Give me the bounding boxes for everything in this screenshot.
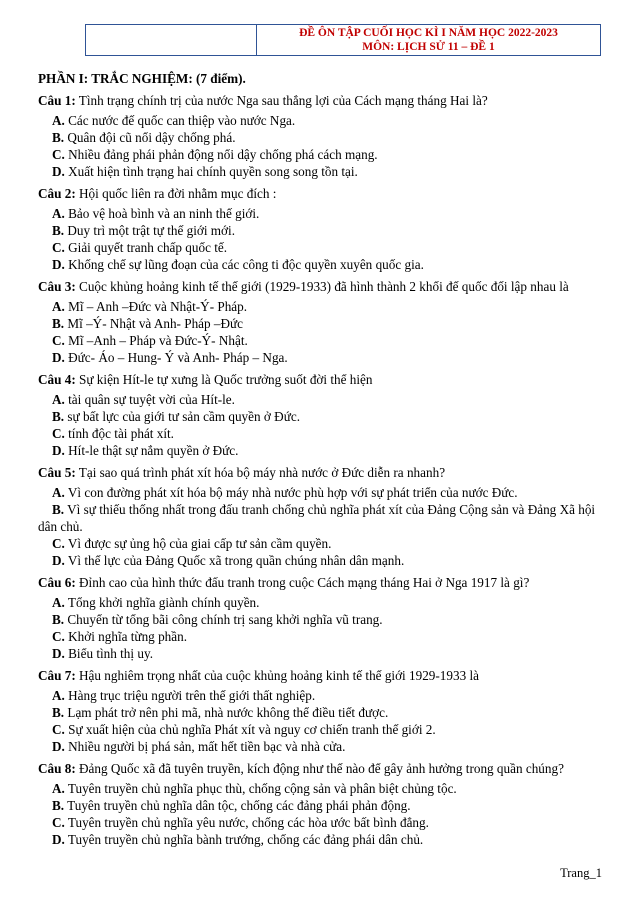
option-letter: B.: [52, 705, 65, 720]
question-text: Hội quốc liên ra đời nhằm mục đích :: [75, 186, 277, 201]
option-text: tài quân sự tuyệt vời của Hít-le.: [64, 392, 235, 407]
question-number: Câu 6:: [38, 575, 76, 590]
question-stem: [38, 667, 604, 684]
header-title-cell: [257, 25, 600, 55]
option-text: tính độc tài phát xít.: [64, 426, 174, 441]
answer-option: [38, 535, 604, 552]
option-text: Mĩ –Anh – Pháp và Đức-Ý- Nhật.: [64, 333, 248, 348]
question-text: Đỉnh cao của hình thức đấu tranh trong cuộc Cách mạng tháng Hai ở Nga 1917 là gì?: [75, 575, 530, 590]
answer-option: [38, 146, 604, 163]
answer-option: [38, 501, 604, 535]
option-letter: B.: [52, 409, 65, 424]
answer-option: [38, 645, 604, 662]
option-text: Tuyên truyền chủ nghĩa phục thù, chống cộng sản và phân biệt chủng tộc.: [64, 781, 457, 796]
option-letter: A.: [52, 688, 65, 703]
option-letter: A.: [52, 392, 65, 407]
option-letter: C.: [52, 815, 65, 830]
option-letter: C.: [52, 333, 65, 348]
option-text: Sự xuất hiện của chủ nghĩa Phát xít và nguy cơ chiến tranh thế giới 2.: [64, 722, 436, 737]
question-text: Cuộc khủng hoảng kinh tế thế giới (1929-1933) đã hình thành 2 khối đế quốc đối lập nhau là: [75, 279, 569, 294]
answer-option: [38, 239, 604, 256]
option-letter: B.: [52, 223, 65, 238]
option-text: Mĩ –Ý- Nhật và Anh- Pháp –Đức: [64, 316, 244, 331]
question-list: [38, 92, 604, 848]
question-stem: [38, 278, 604, 295]
option-letter: C.: [52, 722, 65, 737]
option-letter: C.: [52, 629, 65, 644]
answer-option: [38, 129, 604, 146]
question-text: Hậu nghiêm trọng nhất của cuộc khủng hoảng kinh tế thế giới 1929-1933 là: [75, 668, 479, 683]
question-stem: [38, 464, 604, 481]
option-text: Tổng khởi nghĩa giành chính quyền.: [64, 595, 260, 610]
question-text: Sự kiện Hít-le tự xưng là Quốc trưởng suốt đời thể hiện: [75, 372, 373, 387]
option-letter: C.: [52, 147, 65, 162]
question-stem: [38, 92, 604, 109]
question-text: Tại sao quá trình phát xít hóa bộ máy nhà nước ở Đức diễn ra nhanh?: [75, 465, 446, 480]
option-letter: A.: [52, 485, 65, 500]
question-stem: [38, 574, 604, 591]
answer-option: [38, 738, 604, 755]
option-list: [38, 391, 604, 459]
header-left-cell: [86, 25, 257, 55]
option-text: Nhiều đảng phái phản động nổi dậy chống phá cách mạng.: [64, 147, 378, 162]
question-number: Câu 5:: [38, 465, 76, 480]
answer-option: [38, 594, 604, 611]
option-text: Vì được sự ủng hộ của giai cấp tư sản cầm quyền.: [64, 536, 332, 551]
answer-option: [38, 298, 604, 315]
exam-title: ĐỀ ÔN TẬP CUỐI HỌC KÌ I NĂM HỌC 2022-2023: [299, 27, 558, 39]
option-text: Vì sự thiếu thống nhất trong đấu tranh chống chủ nghĩa phát xít của Đảng Cộng sản và Đảng Xã hội dân chủ.: [38, 502, 596, 534]
option-text: Các nước đế quốc can thiệp vào nước Nga.: [64, 113, 296, 128]
option-list: [38, 687, 604, 755]
question-number: Câu 7:: [38, 668, 76, 683]
question-number: Câu 1:: [38, 93, 76, 108]
option-text: Khởi nghĩa từng phần.: [64, 629, 187, 644]
option-text: Bảo vệ hoà bình và an ninh thế giới.: [64, 206, 260, 221]
option-text: Đức- Áo – Hung- Ý và Anh- Pháp – Nga.: [64, 350, 288, 365]
answer-option: [38, 205, 604, 222]
option-letter: D.: [52, 832, 65, 847]
option-text: Biểu tình thị uy.: [64, 646, 153, 661]
answer-option: [38, 704, 604, 721]
option-letter: C.: [52, 536, 65, 551]
option-letter: D.: [52, 739, 65, 754]
option-list: [38, 112, 604, 180]
option-text: sự bất lực của giới tư sản cầm quyền ở Đức.: [64, 409, 300, 424]
option-text: Giải quyết tranh chấp quốc tế.: [64, 240, 228, 255]
answer-option: [38, 425, 604, 442]
option-text: Hít-le thật sự nắm quyền ở Đức.: [64, 443, 239, 458]
option-letter: D.: [52, 164, 65, 179]
question-number: Câu 3:: [38, 279, 76, 294]
option-text: Vì thế lực của Đảng Quốc xã trong quần chúng nhân dân mạnh.: [64, 553, 405, 568]
question-text: Đảng Quốc xã đã tuyên truyền, kích động như thế nào để gây ảnh hưởng trong quần chúng?: [75, 761, 564, 776]
answer-option: [38, 408, 604, 425]
answer-option: [38, 780, 604, 797]
option-list: [38, 484, 604, 569]
option-letter: A.: [52, 113, 65, 128]
answer-option: [38, 349, 604, 366]
answer-option: [38, 611, 604, 628]
option-letter: D.: [52, 257, 65, 272]
option-letter: B.: [52, 502, 65, 517]
answer-option: [38, 797, 604, 814]
answer-option: [38, 628, 604, 645]
option-list: [38, 298, 604, 366]
exam-content: [38, 70, 604, 853]
option-text: Chuyển từ tổng bãi công chính trị sang khởi nghĩa vũ trang.: [64, 612, 383, 627]
answer-option: [38, 552, 604, 569]
question-text: Tình trạng chính trị của nước Nga sau thắng lợi của Cách mạng tháng Hai là?: [75, 93, 488, 108]
option-list: [38, 780, 604, 848]
question-number: Câu 8:: [38, 761, 76, 776]
option-letter: B.: [52, 612, 65, 627]
question-stem: [38, 185, 604, 202]
option-letter: C.: [52, 240, 65, 255]
question-number: Câu 4:: [38, 372, 76, 387]
option-letter: D.: [52, 443, 65, 458]
option-text: Tuyên truyền chủ nghĩa bành trướng, chống các đảng phái dân chủ.: [64, 832, 424, 847]
answer-option: [38, 814, 604, 831]
question-stem: [38, 371, 604, 388]
option-text: Lạm phát trở nên phi mã, nhà nước không thể điều tiết được.: [64, 705, 389, 720]
option-letter: A.: [52, 206, 65, 221]
option-letter: B.: [52, 130, 65, 145]
section-title: PHẦN I: TRẮC NGHIỆM: (7 điểm).: [38, 71, 246, 86]
question-stem: [38, 760, 604, 777]
answer-option: [38, 112, 604, 129]
question-number: Câu 2:: [38, 186, 76, 201]
answer-option: [38, 721, 604, 738]
option-list: [38, 594, 604, 662]
answer-option: [38, 442, 604, 459]
option-text: Vì con đường phát xít hóa bộ máy nhà nước phù hợp với sự phát triển của nước Đức.: [64, 485, 518, 500]
subject-title: MÔN: LỊCH SỬ 11 – ĐỀ 1: [362, 41, 495, 53]
option-text: Hàng trục triệu người trên thế giới thất nghiệp.: [64, 688, 316, 703]
answer-option: [38, 163, 604, 180]
option-text: Mĩ – Anh –Đức và Nhật-Ý- Pháp.: [64, 299, 248, 314]
option-text: Xuất hiện tình trạng hai chính quyền song song tồn tại.: [64, 164, 358, 179]
answer-option: [38, 256, 604, 273]
option-text: Nhiều người bị phá sản, mất hết tiền bạc và nhà cửa.: [64, 739, 346, 754]
answer-option: [38, 391, 604, 408]
page-number: Trang_1: [560, 866, 602, 880]
answer-option: [38, 222, 604, 239]
header-box: [85, 24, 601, 56]
option-text: Quân đội cũ nổi dậy chống phá.: [64, 130, 236, 145]
option-text: Khống chế sự lũng đoạn của các công ti độc quyền xuyên quốc gia.: [64, 257, 424, 272]
answer-option: [38, 315, 604, 332]
option-text: Duy trì một trật tự thế giới mới.: [64, 223, 235, 238]
answer-option: [38, 484, 604, 501]
option-letter: C.: [52, 426, 65, 441]
option-letter: B.: [52, 316, 65, 331]
option-list: [38, 205, 604, 273]
option-letter: D.: [52, 553, 65, 568]
option-text: Tuyên truyền chủ nghĩa yêu nước, chống các hòa ước bất bình đẳng.: [64, 815, 429, 830]
option-letter: B.: [52, 798, 65, 813]
answer-option: [38, 831, 604, 848]
option-letter: D.: [52, 350, 65, 365]
option-text: Tuyên truyền chủ nghĩa dân tộc, chống các đảng phái phản động.: [64, 798, 411, 813]
option-letter: A.: [52, 781, 65, 796]
option-letter: D.: [52, 646, 65, 661]
answer-option: [38, 332, 604, 349]
option-letter: A.: [52, 595, 65, 610]
answer-option: [38, 687, 604, 704]
option-letter: A.: [52, 299, 65, 314]
